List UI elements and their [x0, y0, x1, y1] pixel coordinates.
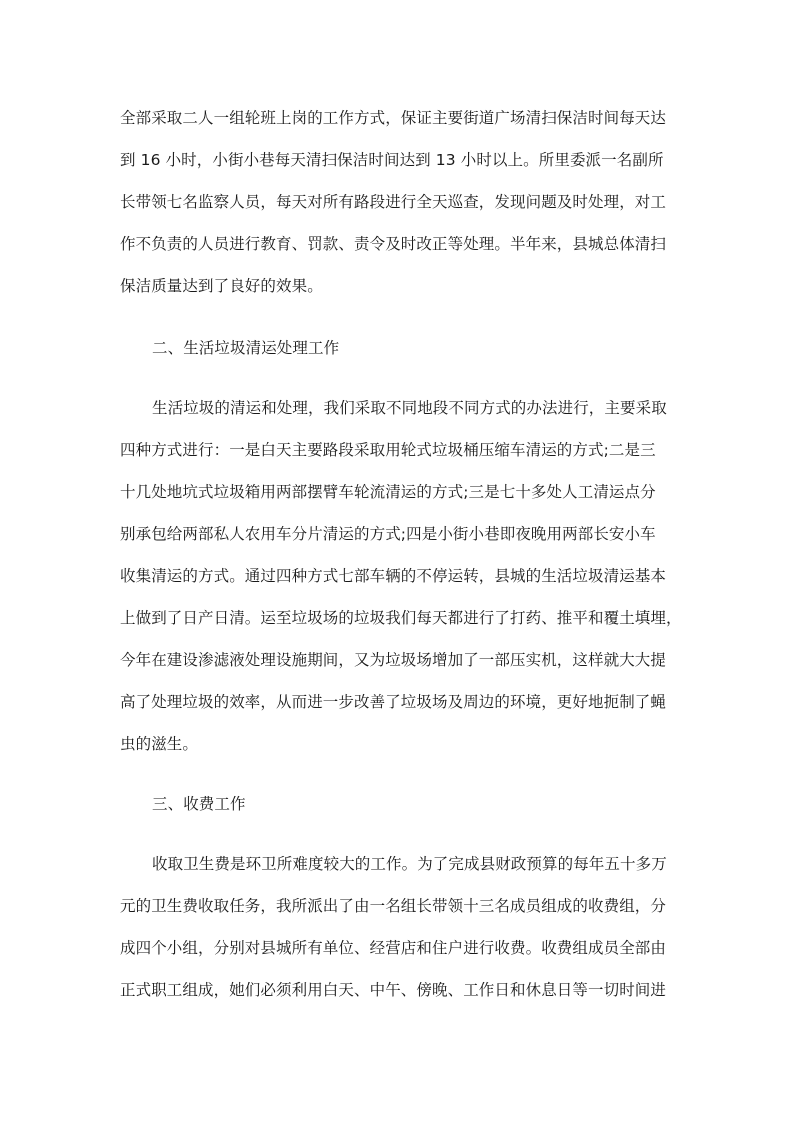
section-heading: 三、收费工作 [152, 795, 246, 813]
paragraph-line: 正式职工组成，她们必须利用白天、中午、傍晚、工作日和休息日等一切时间进 [120, 981, 667, 999]
paragraph-line: 上做到了日产日清。运至垃圾场的垃圾我们每天都进行了打药、推平和覆土填埋， [120, 609, 682, 627]
paragraph-line: 收取卫生费是环卫所难度较大的工作。为了完成县财政预算的每年五十多万 [152, 855, 667, 873]
paragraph-line: 保洁质量达到了良好的效果。 [120, 277, 323, 295]
paragraph-line: 四种方式进行：一是白天主要路段采取用轮式垃圾桶压缩车清运的方式;二是三 [120, 441, 656, 459]
paragraph-line: 生活垃圾的清运和处理，我们采取不同地段不同方式的办法进行，主要采取 [152, 399, 667, 417]
paragraph-line: 十几处地坑式垃圾箱用两部摆臂车轮流清运的方式;三是七十多处人工清运点分 [120, 483, 656, 501]
paragraph-line: 长带领七名监察人员，每天对所有路段进行全天巡查，发现问题及时处理，对工 [120, 193, 667, 211]
paragraph-line: 收集清运的方式。通过四种方式七部车辆的不停运转，县城的生活垃圾清运基本 [120, 567, 667, 585]
paragraph-line: 高了处理垃圾的效率，从而进一步改善了垃圾场及周边的环境，更好地扼制了蝇 [120, 693, 667, 711]
paragraph-line: 虫的滋生。 [120, 735, 199, 753]
paragraph-line: 成四个小组，分别对县城所有单位、经营店和住户进行收费。收费组成员全部由 [120, 939, 667, 957]
paragraph-line: 今年在建设渗滤液处理设施期间，又为垃圾场增加了一部压实机，这样就大大提 [120, 651, 667, 669]
paragraph-line: 到 16 小时，小街小巷每天清扫保洁时间达到 13 小时以上。所里委派一名副所 [120, 151, 664, 169]
paragraph-line: 全部采取二人一组轮班上岗的工作方式，保证主要街道广场清扫保洁时间每天达 [120, 109, 667, 127]
section-heading: 二、生活垃圾清运处理工作 [152, 339, 340, 357]
paragraph-line: 作不负责的人员进行教育、罚款、责令及时改正等处理。半年来，县城总体清扫 [120, 235, 667, 253]
paragraph-line: 元的卫生费收取任务，我所派出了由一名组长带领十三名成员组成的收费组，分 [120, 897, 667, 915]
paragraph-line: 别承包给两部私人农用车分片清运的方式;四是小街小巷即夜晚用两部长安小车 [120, 525, 656, 543]
